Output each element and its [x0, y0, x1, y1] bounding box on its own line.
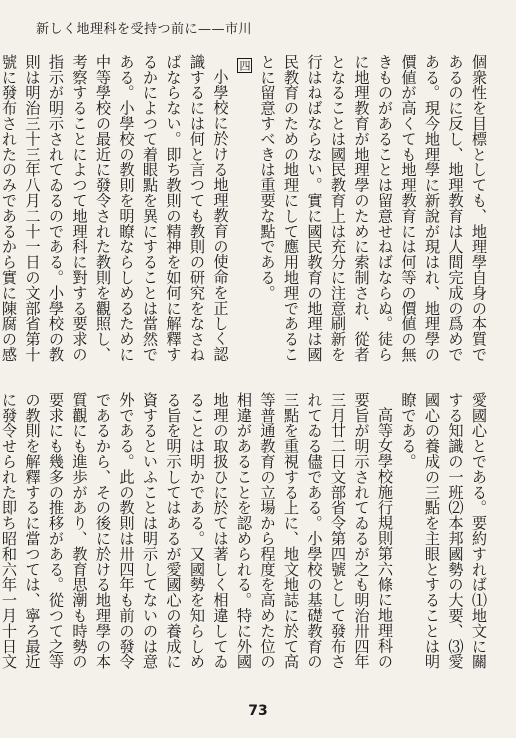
page-number: 73: [248, 703, 268, 719]
paragraph: 個衆性を目標としても、地理學自身の本質であるのに反し、地理教育は人間完成の爲めである。現今地理學に新說が現はれ、地理學の價値が高くても地理教育には何等の價値の無きものがあることは留意せねばならぬ。徒らに地理教育が地理學のために索制され、從者となることは國民教育上は充分に注意刷新を行はねばならない。實に國民教育の地理は國民教育のための地理にして應用地理であることに留意すべきは重要な點である。: [258, 54, 488, 362]
upper-text-block: [0, 54, 490, 376]
running-header: 新しく地理科を受持つ前に——市川: [36, 22, 253, 37]
paragraph: 愛國心とである。要約すれば⑴地文に關する知識の一班⑵本邦國勢の大要、⑶愛國心の養成の三點を主眼とすることは明瞭である。: [399, 392, 488, 670]
section-number: 四: [238, 60, 251, 72]
paragraph: 小學校に於ける地理教育の使命を正しく認識するには何と言つても教則の研究をなさねばならない。即ち教則の精神を如何に解釋するかによつて着眼點を異にすることは當然である。小學校の教則を明瞭ならしめるために中等學校の最近に發令された教則を觀照し、考察することによつて地理科に對する要求の指示が明示されてゐるのである。小學校の教則は明治三十三年八月二十一日の文部省第十號に發布されたのみであるから實に陳腐の感: [0, 54, 230, 362]
lower-text-block: [0, 392, 490, 678]
paragraph: 高等女學校施行規則第六條に地理科の要旨が明示されてゐるが之も明治卅四年三月廿二日文部省令第四號として發布されてゐる儘である。小學校の基礎教育の三點を重視する上に、地文地誌に於て高等普通教育の立場から程度を高めた位の相違があることを認められる。特に外國地理の取扱ひに於ては著しく相違してゐることは明かである。又國勢を知らしめる旨を明示してはあるが愛國心の養成に資するといふことは明示してないのは意外である。此の教則は卅四年も前の發令であるから、その後に於ける地理學の本質觀にも進歩があり、教育思潮も時勢の要求にも幾多の推移がある。從つて之等の教則を解釋するに當つては、寧ろ最近に發令せられた即ち昭和六年一月十日文: [0, 392, 394, 670]
